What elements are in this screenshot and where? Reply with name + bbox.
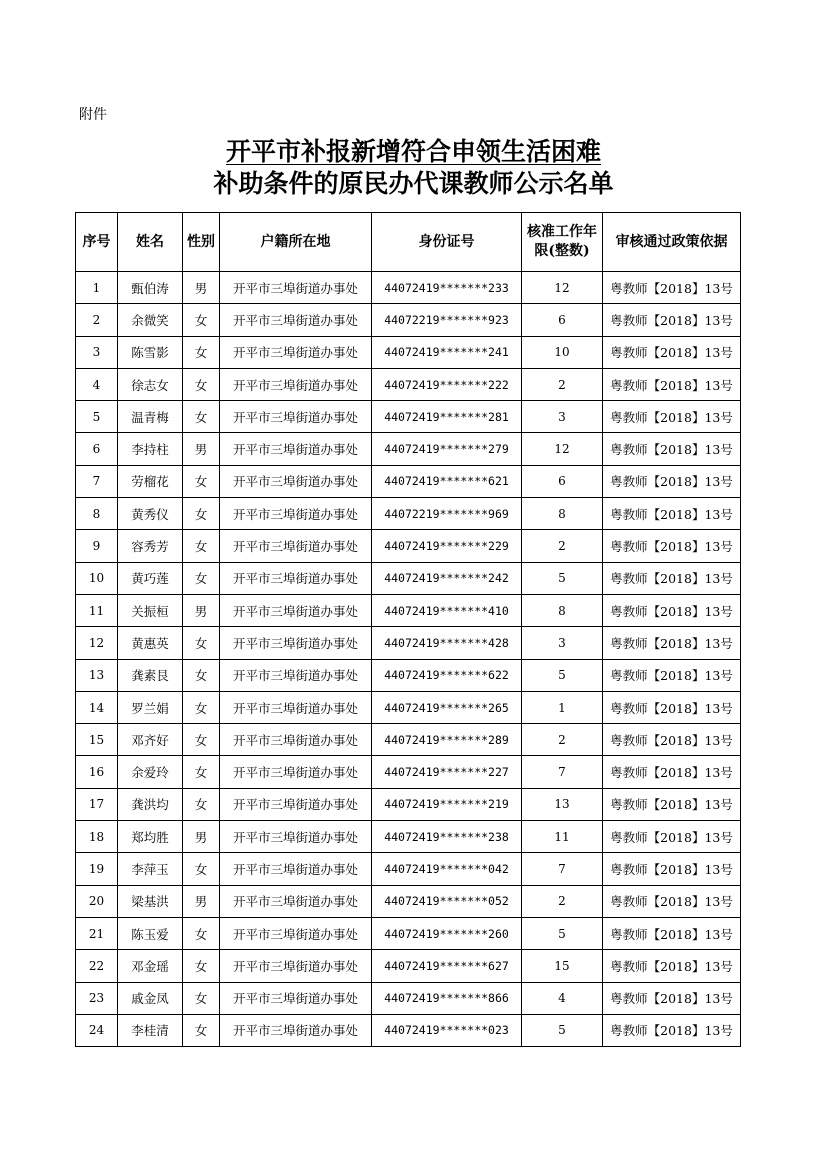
cell-residence: 开平市三埠街道办事处	[220, 272, 372, 304]
cell-gender: 女	[183, 562, 220, 594]
cell-work-years: 2	[522, 885, 603, 917]
cell-id-number: 44072219*******923	[372, 304, 522, 336]
header-policy-basis: 审核通过政策依据	[603, 213, 741, 272]
cell-policy-basis: 粤教师【2018】13号	[603, 401, 741, 433]
cell-policy-basis: 粤教师【2018】13号	[603, 368, 741, 400]
cell-id-number: 44072419*******428	[372, 627, 522, 659]
cell-gender: 女	[183, 982, 220, 1014]
header-gender: 性别	[183, 213, 220, 272]
cell-name: 黄秀仪	[118, 498, 183, 530]
cell-policy-basis: 粤教师【2018】13号	[603, 272, 741, 304]
table-row	[76, 917, 741, 949]
table-row	[76, 885, 741, 917]
table-row	[76, 368, 741, 400]
table-row	[76, 627, 741, 659]
cell-gender: 女	[183, 853, 220, 885]
cell-policy-basis: 粤教师【2018】13号	[603, 982, 741, 1014]
cell-name: 余爱玲	[118, 756, 183, 788]
header-name: 姓名	[118, 213, 183, 272]
cell-work-years: 5	[522, 917, 603, 949]
cell-gender: 男	[183, 272, 220, 304]
cell-name: 黄巧莲	[118, 562, 183, 594]
cell-residence: 开平市三埠街道办事处	[220, 982, 372, 1014]
cell-residence: 开平市三埠街道办事处	[220, 885, 372, 917]
cell-id-number: 44072419*******241	[372, 336, 522, 368]
cell-id-number: 44072419*******023	[372, 1014, 522, 1046]
cell-work-years: 10	[522, 336, 603, 368]
cell-name: 龚素艮	[118, 659, 183, 691]
cell-policy-basis: 粤教师【2018】13号	[603, 917, 741, 949]
cell-work-years: 8	[522, 594, 603, 626]
table-header-row	[76, 213, 741, 272]
cell-residence: 开平市三埠街道办事处	[220, 724, 372, 756]
cell-residence: 开平市三埠街道办事处	[220, 756, 372, 788]
table-row	[76, 401, 741, 433]
cell-name: 邓齐好	[118, 724, 183, 756]
cell-name: 梁基洪	[118, 885, 183, 917]
document-title-line-2: 补助条件的原民办代课教师公示名单	[213, 169, 614, 198]
document-title-line-1	[0, 136, 827, 168]
table-row	[76, 433, 741, 465]
cell-gender: 女	[183, 304, 220, 336]
header-residence: 户籍所在地	[220, 213, 372, 272]
cell-id-number: 44072419*******238	[372, 821, 522, 853]
cell-seq: 2	[76, 304, 118, 336]
table-row	[76, 530, 741, 562]
cell-residence: 开平市三埠街道办事处	[220, 659, 372, 691]
cell-work-years: 6	[522, 304, 603, 336]
cell-id-number: 44072219*******969	[372, 498, 522, 530]
cell-policy-basis: 粤教师【2018】13号	[603, 594, 741, 626]
cell-policy-basis: 粤教师【2018】13号	[603, 562, 741, 594]
cell-policy-basis: 粤教师【2018】13号	[603, 691, 741, 723]
cell-name: 关振桓	[118, 594, 183, 626]
cell-policy-basis: 粤教师【2018】13号	[603, 530, 741, 562]
cell-gender: 女	[183, 336, 220, 368]
cell-seq: 5	[76, 401, 118, 433]
cell-gender: 女	[183, 724, 220, 756]
cell-seq: 9	[76, 530, 118, 562]
cell-gender: 女	[183, 465, 220, 497]
cell-name: 郑均胜	[118, 821, 183, 853]
cell-seq: 19	[76, 853, 118, 885]
cell-seq: 17	[76, 788, 118, 820]
cell-work-years: 7	[522, 853, 603, 885]
cell-seq: 11	[76, 594, 118, 626]
cell-id-number: 44072419*******260	[372, 917, 522, 949]
cell-residence: 开平市三埠街道办事处	[220, 1014, 372, 1046]
table-row	[76, 691, 741, 723]
cell-policy-basis: 粤教师【2018】13号	[603, 659, 741, 691]
cell-name: 温青梅	[118, 401, 183, 433]
cell-policy-basis: 粤教师【2018】13号	[603, 853, 741, 885]
cell-id-number: 44072419*******866	[372, 982, 522, 1014]
cell-residence: 开平市三埠街道办事处	[220, 433, 372, 465]
cell-policy-basis: 粤教师【2018】13号	[603, 433, 741, 465]
cell-policy-basis: 粤教师【2018】13号	[603, 304, 741, 336]
cell-seq: 12	[76, 627, 118, 659]
cell-work-years: 3	[522, 627, 603, 659]
cell-policy-basis: 粤教师【2018】13号	[603, 788, 741, 820]
cell-policy-basis: 粤教师【2018】13号	[603, 724, 741, 756]
teacher-list-table	[75, 212, 741, 1047]
table-row	[76, 950, 741, 982]
cell-gender: 男	[183, 594, 220, 626]
cell-residence: 开平市三埠街道办事处	[220, 498, 372, 530]
cell-id-number: 44072419*******265	[372, 691, 522, 723]
cell-gender: 男	[183, 821, 220, 853]
cell-work-years: 12	[522, 433, 603, 465]
cell-gender: 女	[183, 950, 220, 982]
cell-seq: 10	[76, 562, 118, 594]
table-row	[76, 465, 741, 497]
cell-work-years: 2	[522, 724, 603, 756]
cell-work-years: 4	[522, 982, 603, 1014]
cell-work-years: 2	[522, 530, 603, 562]
cell-name: 邓金瑶	[118, 950, 183, 982]
cell-work-years: 5	[522, 1014, 603, 1046]
table-row	[76, 724, 741, 756]
cell-work-years: 6	[522, 465, 603, 497]
cell-name: 李萍玉	[118, 853, 183, 885]
cell-seq: 13	[76, 659, 118, 691]
cell-work-years: 5	[522, 659, 603, 691]
cell-name: 罗兰娟	[118, 691, 183, 723]
table-row	[76, 821, 741, 853]
cell-policy-basis: 粤教师【2018】13号	[603, 885, 741, 917]
cell-residence: 开平市三埠街道办事处	[220, 336, 372, 368]
cell-residence: 开平市三埠街道办事处	[220, 821, 372, 853]
cell-seq: 7	[76, 465, 118, 497]
cell-name: 容秀芳	[118, 530, 183, 562]
cell-gender: 男	[183, 433, 220, 465]
header-id-number: 身份证号	[372, 213, 522, 272]
cell-residence: 开平市三埠街道办事处	[220, 594, 372, 626]
table-body	[76, 272, 741, 1047]
table-row	[76, 853, 741, 885]
cell-residence: 开平市三埠街道办事处	[220, 401, 372, 433]
cell-work-years: 11	[522, 821, 603, 853]
cell-gender: 女	[183, 756, 220, 788]
cell-gender: 女	[183, 627, 220, 659]
cell-id-number: 44072419*******052	[372, 885, 522, 917]
cell-gender: 女	[183, 368, 220, 400]
table-row	[76, 1014, 741, 1046]
cell-id-number: 44072419*******622	[372, 659, 522, 691]
cell-residence: 开平市三埠街道办事处	[220, 853, 372, 885]
cell-gender: 女	[183, 498, 220, 530]
header-work-years: 核准工作年限(整数)	[522, 213, 603, 272]
cell-residence: 开平市三埠街道办事处	[220, 950, 372, 982]
cell-seq: 4	[76, 368, 118, 400]
cell-seq: 14	[76, 691, 118, 723]
cell-work-years: 1	[522, 691, 603, 723]
table-row	[76, 304, 741, 336]
cell-id-number: 44072419*******289	[372, 724, 522, 756]
cell-work-years: 12	[522, 272, 603, 304]
cell-seq: 3	[76, 336, 118, 368]
cell-gender: 女	[183, 401, 220, 433]
cell-seq: 1	[76, 272, 118, 304]
cell-work-years: 8	[522, 498, 603, 530]
table-row	[76, 562, 741, 594]
cell-work-years: 15	[522, 950, 603, 982]
cell-residence: 开平市三埠街道办事处	[220, 530, 372, 562]
cell-gender: 女	[183, 530, 220, 562]
table-row	[76, 659, 741, 691]
cell-residence: 开平市三埠街道办事处	[220, 917, 372, 949]
cell-work-years: 7	[522, 756, 603, 788]
cell-id-number: 44072419*******242	[372, 562, 522, 594]
cell-residence: 开平市三埠街道办事处	[220, 562, 372, 594]
cell-id-number: 44072419*******042	[372, 853, 522, 885]
table-row	[76, 756, 741, 788]
cell-name: 余微笑	[118, 304, 183, 336]
cell-work-years: 5	[522, 562, 603, 594]
cell-seq: 6	[76, 433, 118, 465]
cell-seq: 16	[76, 756, 118, 788]
cell-id-number: 44072419*******222	[372, 368, 522, 400]
cell-name: 陈雪影	[118, 336, 183, 368]
table-row	[76, 594, 741, 626]
cell-name: 李持柱	[118, 433, 183, 465]
cell-residence: 开平市三埠街道办事处	[220, 691, 372, 723]
cell-residence: 开平市三埠街道办事处	[220, 465, 372, 497]
table-row	[76, 498, 741, 530]
cell-id-number: 44072419*******219	[372, 788, 522, 820]
cell-id-number: 44072419*******627	[372, 950, 522, 982]
cell-seq: 18	[76, 821, 118, 853]
cell-seq: 22	[76, 950, 118, 982]
cell-name: 劳榴花	[118, 465, 183, 497]
attachment-label: 附件	[79, 107, 107, 123]
cell-id-number: 44072419*******281	[372, 401, 522, 433]
cell-seq: 8	[76, 498, 118, 530]
cell-policy-basis: 粤教师【2018】13号	[603, 1014, 741, 1046]
cell-seq: 20	[76, 885, 118, 917]
cell-work-years: 13	[522, 788, 603, 820]
cell-residence: 开平市三埠街道办事处	[220, 788, 372, 820]
cell-gender: 女	[183, 917, 220, 949]
cell-gender: 男	[183, 885, 220, 917]
cell-gender: 女	[183, 1014, 220, 1046]
cell-policy-basis: 粤教师【2018】13号	[603, 756, 741, 788]
table-row	[76, 272, 741, 304]
header-seq: 序号	[76, 213, 118, 272]
cell-policy-basis: 粤教师【2018】13号	[603, 336, 741, 368]
table-row	[76, 982, 741, 1014]
cell-residence: 开平市三埠街道办事处	[220, 304, 372, 336]
cell-name: 陈玉爱	[118, 917, 183, 949]
cell-policy-basis: 粤教师【2018】13号	[603, 950, 741, 982]
cell-gender: 女	[183, 788, 220, 820]
cell-id-number: 44072419*******621	[372, 465, 522, 497]
cell-work-years: 2	[522, 368, 603, 400]
cell-name: 徐志女	[118, 368, 183, 400]
cell-id-number: 44072419*******229	[372, 530, 522, 562]
cell-seq: 21	[76, 917, 118, 949]
cell-seq: 24	[76, 1014, 118, 1046]
table-row	[76, 788, 741, 820]
cell-gender: 女	[183, 691, 220, 723]
cell-policy-basis: 粤教师【2018】13号	[603, 821, 741, 853]
cell-id-number: 44072419*******233	[372, 272, 522, 304]
cell-name: 龚洪均	[118, 788, 183, 820]
cell-work-years: 3	[522, 401, 603, 433]
cell-residence: 开平市三埠街道办事处	[220, 627, 372, 659]
title-line-1-text: 开平市补报新增符合申领生活困难	[225, 137, 601, 166]
cell-policy-basis: 粤教师【2018】13号	[603, 627, 741, 659]
cell-residence: 开平市三埠街道办事处	[220, 368, 372, 400]
cell-name: 戚金凤	[118, 982, 183, 1014]
cell-id-number: 44072419*******227	[372, 756, 522, 788]
cell-id-number: 44072419*******279	[372, 433, 522, 465]
cell-id-number: 44072419*******410	[372, 594, 522, 626]
cell-name: 李桂清	[118, 1014, 183, 1046]
cell-policy-basis: 粤教师【2018】13号	[603, 465, 741, 497]
cell-seq: 15	[76, 724, 118, 756]
cell-name: 甄伯涛	[118, 272, 183, 304]
cell-gender: 女	[183, 659, 220, 691]
cell-seq: 23	[76, 982, 118, 1014]
cell-name: 黄惠英	[118, 627, 183, 659]
table-row	[76, 336, 741, 368]
cell-policy-basis: 粤教师【2018】13号	[603, 498, 741, 530]
